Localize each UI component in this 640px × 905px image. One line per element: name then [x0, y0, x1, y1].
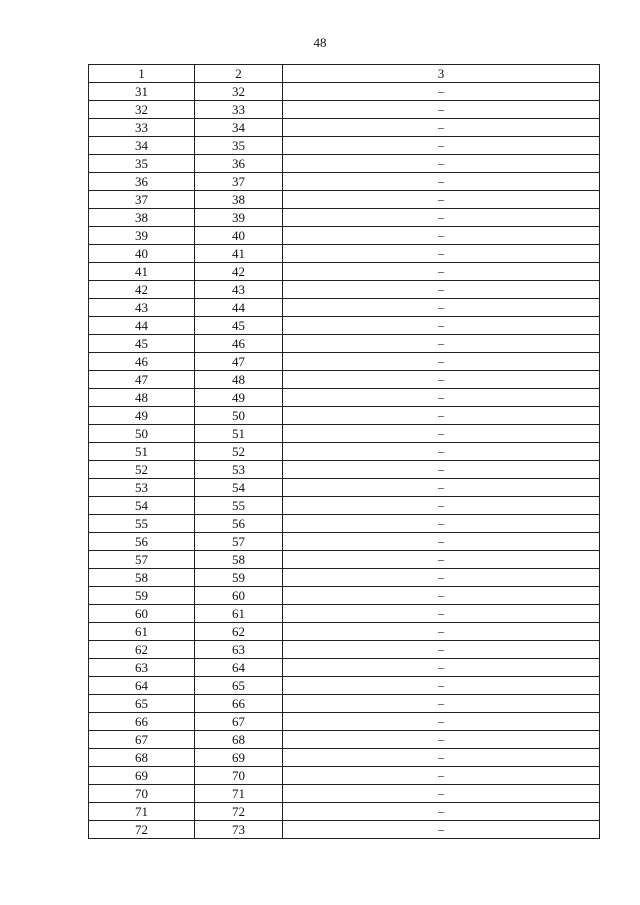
table-row — [89, 551, 600, 569]
table-cell-col-3: – — [283, 785, 600, 803]
table-cell-col-3: – — [283, 749, 600, 767]
table-cell-col-3: – — [283, 713, 600, 731]
table-row — [89, 407, 600, 425]
table-row — [89, 389, 600, 407]
table-row — [89, 227, 600, 245]
column-header-3: 3 — [283, 65, 600, 83]
table-cell-col-1: 42 — [89, 281, 195, 299]
table-row — [89, 263, 600, 281]
table-cell-col-3: – — [283, 695, 600, 713]
table-cell-col-2: 62 — [195, 623, 283, 641]
table-cell-col-1: 50 — [89, 425, 195, 443]
table-row — [89, 353, 600, 371]
table-cell-col-3: – — [283, 659, 600, 677]
table-cell-col-1: 37 — [89, 191, 195, 209]
table-cell-col-1: 69 — [89, 767, 195, 785]
table-cell-col-3: – — [283, 83, 600, 101]
table-cell-col-2: 60 — [195, 587, 283, 605]
table-cell-col-1: 34 — [89, 137, 195, 155]
table-cell-col-2: 70 — [195, 767, 283, 785]
table-row — [89, 515, 600, 533]
table-cell-col-1: 46 — [89, 353, 195, 371]
table-cell-col-2: 69 — [195, 749, 283, 767]
table-cell-col-3: – — [283, 569, 600, 587]
table-cell-col-2: 66 — [195, 695, 283, 713]
table-cell-col-3: – — [283, 767, 600, 785]
table-cell-col-2: 46 — [195, 335, 283, 353]
table-cell-col-3: – — [283, 479, 600, 497]
table-cell-col-3: – — [283, 533, 600, 551]
table-cell-col-2: 65 — [195, 677, 283, 695]
page-number: 48 — [313, 35, 327, 50]
table-row — [89, 713, 600, 731]
table-cell-col-2: 47 — [195, 353, 283, 371]
table-cell-col-2: 35 — [195, 137, 283, 155]
table-cell-col-3: – — [283, 461, 600, 479]
table-row — [89, 119, 600, 137]
table-cell-col-3: – — [283, 173, 600, 191]
table-cell-col-3: – — [283, 677, 600, 695]
table-row — [89, 641, 600, 659]
table-cell-col-1: 45 — [89, 335, 195, 353]
table-cell-col-3: – — [283, 335, 600, 353]
table-cell-col-2: 44 — [195, 299, 283, 317]
table-cell-col-2: 52 — [195, 443, 283, 461]
table-row — [89, 785, 600, 803]
table-row — [89, 137, 600, 155]
data-table — [88, 64, 600, 839]
table-row — [89, 425, 600, 443]
table-cell-col-1: 56 — [89, 533, 195, 551]
table-row — [89, 461, 600, 479]
table-cell-col-1: 44 — [89, 317, 195, 335]
table-cell-col-1: 52 — [89, 461, 195, 479]
table-cell-col-1: 70 — [89, 785, 195, 803]
table-cell-col-2: 63 — [195, 641, 283, 659]
table-cell-col-3: – — [283, 137, 600, 155]
table-cell-col-3: – — [283, 551, 600, 569]
table-cell-col-2: 56 — [195, 515, 283, 533]
table-cell-col-3: – — [283, 299, 600, 317]
table-cell-col-1: 68 — [89, 749, 195, 767]
table-cell-col-2: 54 — [195, 479, 283, 497]
table-cell-col-2: 58 — [195, 551, 283, 569]
table-cell-col-2: 34 — [195, 119, 283, 137]
table-row — [89, 209, 600, 227]
table-cell-col-3: – — [283, 731, 600, 749]
table-row — [89, 281, 600, 299]
table-cell-col-2: 59 — [195, 569, 283, 587]
table-cell-col-3: – — [283, 371, 600, 389]
table-row — [89, 245, 600, 263]
table-row — [89, 371, 600, 389]
table-cell-col-1: 49 — [89, 407, 195, 425]
table-cell-col-3: – — [283, 155, 600, 173]
table-cell-col-1: 53 — [89, 479, 195, 497]
table-row — [89, 695, 600, 713]
table-cell-col-1: 33 — [89, 119, 195, 137]
table-cell-col-1: 72 — [89, 821, 195, 839]
column-header-2: 2 — [195, 65, 283, 83]
table-cell-col-2: 45 — [195, 317, 283, 335]
table-row — [89, 533, 600, 551]
table-cell-col-2: 48 — [195, 371, 283, 389]
table-cell-col-2: 64 — [195, 659, 283, 677]
table-cell-col-2: 41 — [195, 245, 283, 263]
table-row — [89, 443, 600, 461]
table-cell-col-1: 71 — [89, 803, 195, 821]
table-cell-col-1: 58 — [89, 569, 195, 587]
table-cell-col-2: 36 — [195, 155, 283, 173]
table-cell-col-1: 39 — [89, 227, 195, 245]
table-cell-col-1: 61 — [89, 623, 195, 641]
table-cell-col-2: 72 — [195, 803, 283, 821]
table-cell-col-3: – — [283, 263, 600, 281]
table-row — [89, 497, 600, 515]
table-row — [89, 173, 600, 191]
table-cell-col-1: 47 — [89, 371, 195, 389]
table-cell-col-1: 32 — [89, 101, 195, 119]
table-cell-col-1: 41 — [89, 263, 195, 281]
table-row — [89, 191, 600, 209]
table-cell-col-1: 35 — [89, 155, 195, 173]
table-cell-col-3: – — [283, 407, 600, 425]
table-cell-col-3: – — [283, 227, 600, 245]
table-cell-col-3: – — [283, 317, 600, 335]
table-row — [89, 605, 600, 623]
table-row — [89, 623, 600, 641]
table-cell-col-2: 68 — [195, 731, 283, 749]
table-cell-col-2: 38 — [195, 191, 283, 209]
table-cell-col-1: 48 — [89, 389, 195, 407]
table-cell-col-2: 51 — [195, 425, 283, 443]
table-cell-col-1: 51 — [89, 443, 195, 461]
table-cell-col-2: 73 — [195, 821, 283, 839]
table-cell-col-2: 71 — [195, 785, 283, 803]
table-row — [89, 659, 600, 677]
table-cell-col-2: 33 — [195, 101, 283, 119]
table-cell-col-3: – — [283, 425, 600, 443]
table-row — [89, 299, 600, 317]
table-cell-col-1: 43 — [89, 299, 195, 317]
table-cell-col-1: 66 — [89, 713, 195, 731]
table-cell-col-3: – — [283, 101, 600, 119]
table-cell-col-1: 57 — [89, 551, 195, 569]
table-cell-col-1: 40 — [89, 245, 195, 263]
table-cell-col-2: 40 — [195, 227, 283, 245]
column-header-1: 1 — [89, 65, 195, 83]
table-cell-col-3: – — [283, 389, 600, 407]
table-row — [89, 749, 600, 767]
table-cell-col-2: 57 — [195, 533, 283, 551]
table-row — [89, 767, 600, 785]
table-cell-col-3: – — [283, 641, 600, 659]
table-cell-col-1: 54 — [89, 497, 195, 515]
table-row — [89, 155, 600, 173]
table-row — [89, 803, 600, 821]
table-cell-col-1: 62 — [89, 641, 195, 659]
table-cell-col-2: 61 — [195, 605, 283, 623]
table-cell-col-3: – — [283, 119, 600, 137]
table-cell-col-2: 49 — [195, 389, 283, 407]
table-cell-col-2: 42 — [195, 263, 283, 281]
table-cell-col-3: – — [283, 443, 600, 461]
table-row — [89, 317, 600, 335]
table-cell-col-2: 37 — [195, 173, 283, 191]
table-cell-col-1: 63 — [89, 659, 195, 677]
table-cell-col-1: 36 — [89, 173, 195, 191]
table-cell-col-2: 53 — [195, 461, 283, 479]
table-cell-col-1: 65 — [89, 695, 195, 713]
table-cell-col-1: 38 — [89, 209, 195, 227]
table-row — [89, 821, 600, 839]
table-cell-col-3: – — [283, 353, 600, 371]
table-row — [89, 101, 600, 119]
table-cell-col-1: 67 — [89, 731, 195, 749]
table-cell-col-3: – — [283, 803, 600, 821]
table-cell-col-1: 64 — [89, 677, 195, 695]
table-cell-col-3: – — [283, 821, 600, 839]
table-row — [89, 731, 600, 749]
table-row — [89, 677, 600, 695]
table-cell-col-2: 50 — [195, 407, 283, 425]
table-header-row — [89, 65, 600, 83]
table-cell-col-2: 43 — [195, 281, 283, 299]
table-cell-col-3: – — [283, 605, 600, 623]
table-row — [89, 83, 600, 101]
table-cell-col-3: – — [283, 191, 600, 209]
table-row — [89, 587, 600, 605]
table-row — [89, 569, 600, 587]
table-cell-col-3: – — [283, 497, 600, 515]
table-cell-col-3: – — [283, 281, 600, 299]
table-cell-col-3: – — [283, 623, 600, 641]
table-cell-col-3: – — [283, 515, 600, 533]
table-row — [89, 479, 600, 497]
table-cell-col-1: 31 — [89, 83, 195, 101]
table-cell-col-3: – — [283, 587, 600, 605]
table-cell-col-2: 67 — [195, 713, 283, 731]
table-cell-col-2: 39 — [195, 209, 283, 227]
table-cell-col-1: 60 — [89, 605, 195, 623]
table-cell-col-2: 32 — [195, 83, 283, 101]
table-cell-col-3: – — [283, 245, 600, 263]
table-row — [89, 335, 600, 353]
table-body — [89, 83, 600, 839]
table-cell-col-1: 59 — [89, 587, 195, 605]
table-cell-col-3: – — [283, 209, 600, 227]
table-cell-col-1: 55 — [89, 515, 195, 533]
table-cell-col-2: 55 — [195, 497, 283, 515]
